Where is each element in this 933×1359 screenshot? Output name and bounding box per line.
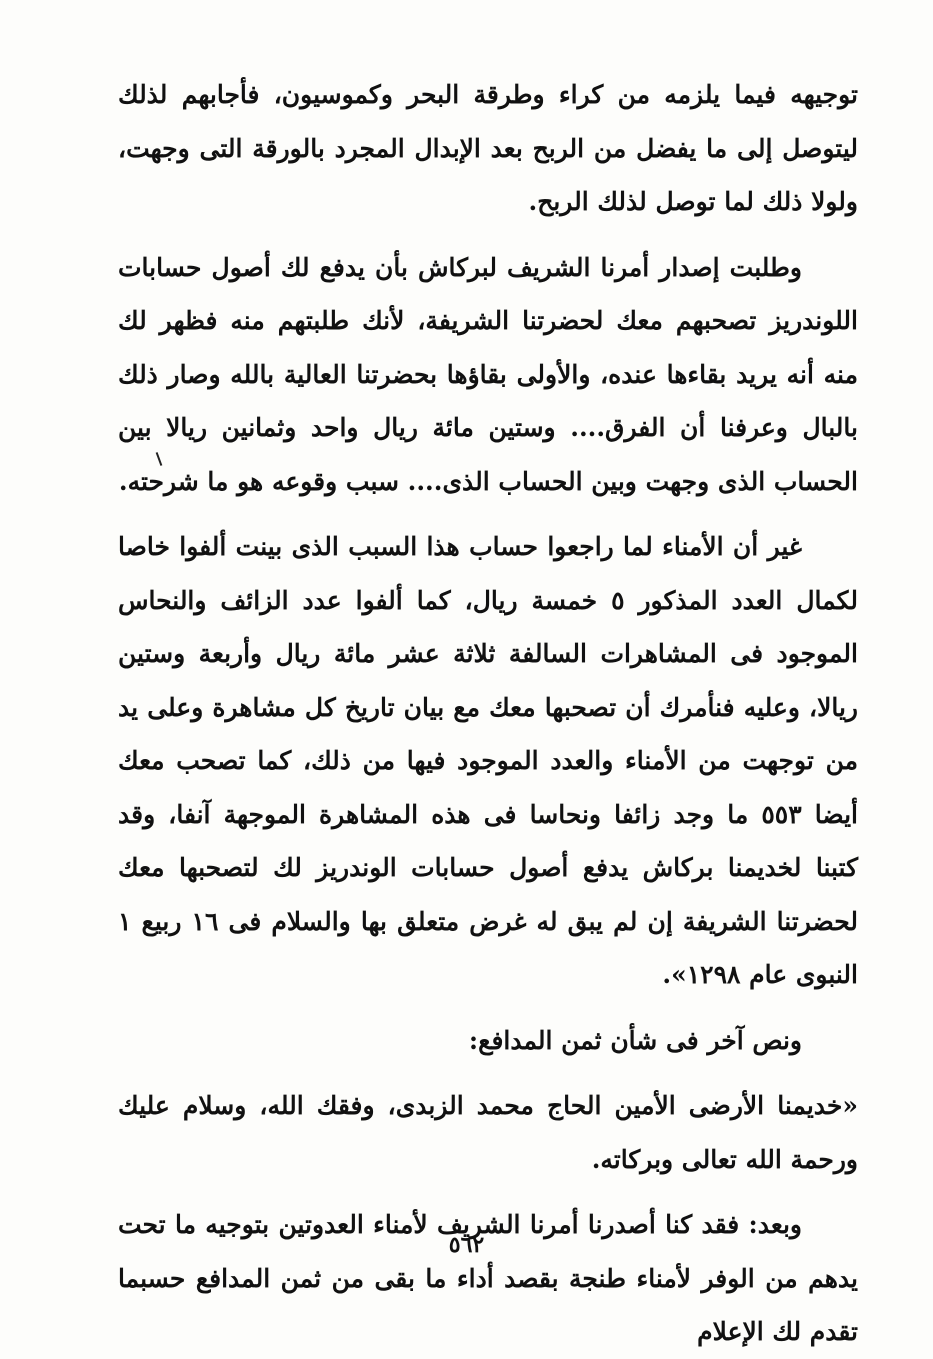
paragraph-4: ونص آخر فى شأن ثمن المدافع:: [468, 1025, 802, 1055]
body-text: [118, 68, 858, 1359]
paragraph-2: وطلبت إصدار أمرنا الشريف لبركاش بأن يدفع لك أصول حسابات اللوندريز تصحبهم معك لحضرتنا الشريفة، لأنك طلبتهم منه فظهر لك منه أنه يريد بقاءها عنده، والأولى بقاؤها بحضرتنا العالية بالله وصار ذلك بالبال وعرفنا أن الفرق.... وستين مائة ريال واحد وثمانين ريالا بين الحساب الذى وجهت وبين الحساب الذى.... سبب وقوعه هو ما شرحته.: [118, 252, 858, 496]
paragraph-3: غير أن الأمناء لما راجعوا حساب هذا السبب الذى بينت ألفوا خاصا لكمال العدد المذكور ٥ خمسة ريال، كما ألفوا عدد الزائف والنحاس الموجود فى المشاهرات السالفة ثلاثة عشر مائة ريال وأربعة وستين ريالا، وعليه فنأمرك أن تصحبها معك مع بيان تاريخ كل مشاهرة وعلى يد من توجهت من الأمناء والعدد الموجود فيها من ذلك، كما تصحب معك أيضا ٥٥٣ ما وجد زائفا ونحاسا فى هذه المشاهرة الموجهة آنفا، وقد كتبنا لخديمنا بركاش يدفع أصول حسابات الوندريز لك لتصحبها معك لحضرتنا الشريفة إن لم يبق له غرض متعلق بها والسلام فى ١٦ ربيع ١ النبوى عام ١٢٩٨».: [118, 532, 858, 989]
paragraph-6: وبعد: فقد كنا أصدرنا أمرنا الشريف لأمناء العدوتين بتوجيه ما تحت يدهم من الوفر لأمناء طنجة بقصد أداء ما بقى من ثمن المدافع حسبما تقدم لك الإعلام: [118, 1210, 858, 1346]
page-number: ٥٦٢: [448, 1232, 485, 1258]
paragraph-5: «خديمنا الأرضى الأمين الحاج محمد الزبدى، وفقك الله، وسلام عليك ورحمة الله تعالى وبركاته.: [118, 1091, 858, 1174]
paragraph-1: توجيهه فيما يلزمه من كراء وطرقة البحر وكموسيون، فأجابهم لذلك ليتوصل إلى ما يفضل من الربح بعد الإبدال المجرد بالورقة التى وجهت، ولولا ذلك لما توصل لذلك الربح.: [118, 80, 858, 216]
